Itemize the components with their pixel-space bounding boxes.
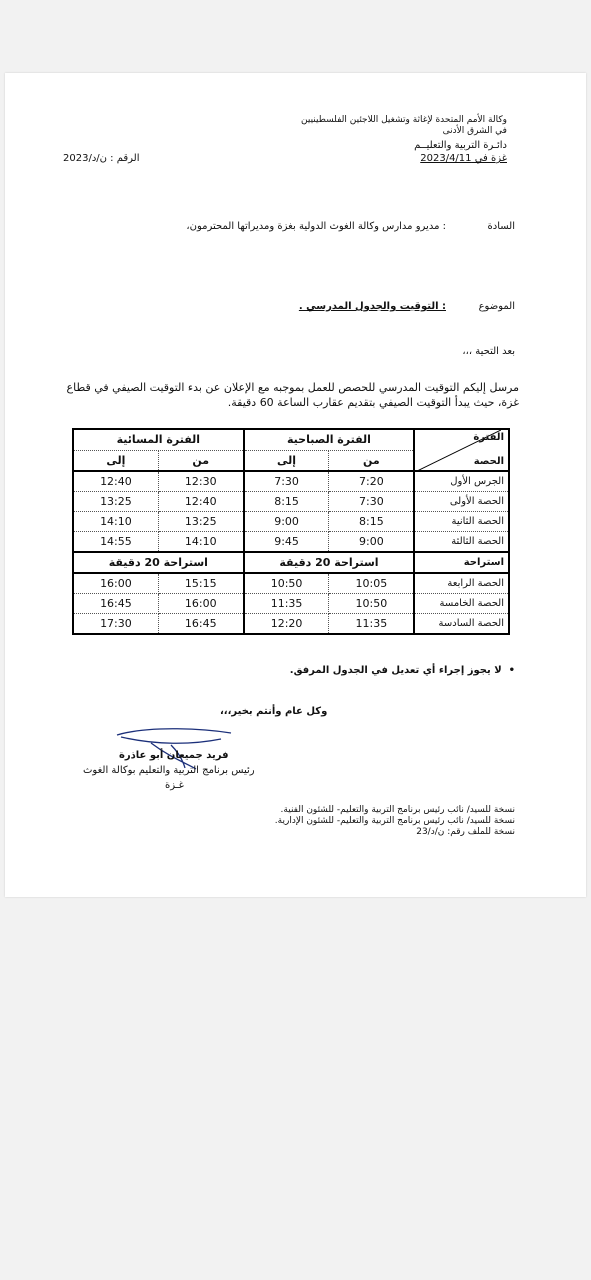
morning-to-cell: 8:15 [244,492,329,512]
period-name-cell: الحصة الثالثة [414,532,509,553]
evening-from-cell: 14:10 [158,532,243,553]
morning-to-header: إلى [244,450,329,471]
copy-line: نسخة للسيد/ نائب رئيس برنامج التربية والتعليم- للشئون الإدارية. [274,816,515,826]
closing: وكل عام وأنتم بخير،،، [220,706,328,717]
copy-line: نسخة للسيد/ نائب رئيس برنامج التربية والتعليم- للشئون الفنية. [280,805,515,815]
table-row [73,471,509,492]
evening-from-cell: 12:30 [158,471,243,492]
department: دائـرة التربية والتعليــم [414,140,507,151]
greeting: بعد التحية ،،، [462,346,515,357]
subject-value: : التوقيت والجدول المدرسي . [298,301,446,312]
org-line-1: وكالة الأمم المتحدة لإغاثة وتشغيل اللاجئين الفلسطينيين [301,115,507,125]
letter-page [5,73,586,897]
period-name-cell: الحصة الأولى [414,492,509,512]
evening-from-cell: 15:15 [158,573,243,594]
morning-to-cell: 10:50 [244,573,329,594]
evening-to-cell: 16:45 [73,594,158,614]
corner-cell [414,429,509,471]
morning-break-cell: استراحة 20 دقيقة [244,552,415,573]
body-line-2: غزة، حيث يبدأ التوقيت الصيفي بتقديم عقارب الساعة 60 دقيقة. [227,396,519,409]
table-row [73,532,509,553]
morning-to-cell: 9:45 [244,532,329,553]
morning-from-cell: 7:20 [329,471,414,492]
subject-label: الموضوع [478,301,515,312]
evening-period-header: الفترة المسائية [73,429,244,450]
signatory-title: رئيس برنامج التربية والتعليم بوكالة الغوث [83,765,255,776]
period-name-cell: الحصة الرابعة [414,573,509,594]
table-row [73,594,509,614]
table-row [73,573,509,594]
corner-bottom-label: الحصة [473,456,504,467]
copy-line: نسخة للملف رقم: ن/د/23 [416,827,515,837]
morning-to-cell: 12:20 [244,614,329,635]
evening-to-cell: 12:40 [73,471,158,492]
evening-to-cell: 14:10 [73,512,158,532]
morning-to-cell: 7:30 [244,471,329,492]
morning-from-cell: 10:50 [329,594,414,614]
recipient-label: السادة [487,221,515,232]
bullet-icon: • [501,665,515,676]
corner-top-label: الفترة [473,432,504,443]
place-date: غزة في 2023/4/11 [420,153,507,164]
period-name-cell: الحصة السادسة [414,614,509,635]
body-line-1: مرسل إليكم التوقيت المدرسي للحصص للعمل بموجبه مع الإعلان عن بدء التوقيت الصيفي في قطاع [66,381,519,394]
evening-to-header: إلى [73,450,158,471]
morning-from-cell: 9:00 [329,532,414,553]
recipient-value: : مديرو مدارس وكالة الغوث الدولية بغزة ومديراتها المحترمون، [186,221,446,232]
morning-to-cell: 9:00 [244,512,329,532]
period-name-cell: الجرس الأول [414,471,509,492]
evening-from-cell: 16:00 [158,594,243,614]
break-row [73,552,509,573]
evening-to-cell: 17:30 [73,614,158,635]
evening-from-cell: 16:45 [158,614,243,635]
schedule-table [72,428,510,635]
note-text: • لا يجوز إجراء أي تعديل في الجدول المرفق. [289,665,515,676]
break-label-cell: استراحة [414,552,509,573]
morning-to-cell: 11:35 [244,594,329,614]
evening-to-cell: 14:55 [73,532,158,553]
morning-from-cell: 7:30 [329,492,414,512]
signatory-name: فريد جميعان أبو عاذرة [119,750,229,761]
evening-break-cell: استراحة 20 دقيقة [73,552,244,573]
table-row [73,614,509,635]
evening-to-cell: 16:00 [73,573,158,594]
evening-to-cell: 13:25 [73,492,158,512]
signatory-city: غـزة [165,780,184,791]
table-row [73,512,509,532]
table-row [73,492,509,512]
period-name-cell: الحصة الخامسة [414,594,509,614]
org-line-2: في الشرق الأدنى [442,126,507,136]
morning-from-cell: 10:05 [329,573,414,594]
reference-number: الرقم : ن/د/2023 [63,153,140,164]
morning-period-header: الفترة الصباحية [244,429,415,450]
evening-from-header: من [158,450,243,471]
morning-from-header: من [329,450,414,471]
evening-from-cell: 12:40 [158,492,243,512]
morning-from-cell: 8:15 [329,512,414,532]
evening-from-cell: 13:25 [158,512,243,532]
morning-from-cell: 11:35 [329,614,414,635]
period-name-cell: الحصة الثانية [414,512,509,532]
